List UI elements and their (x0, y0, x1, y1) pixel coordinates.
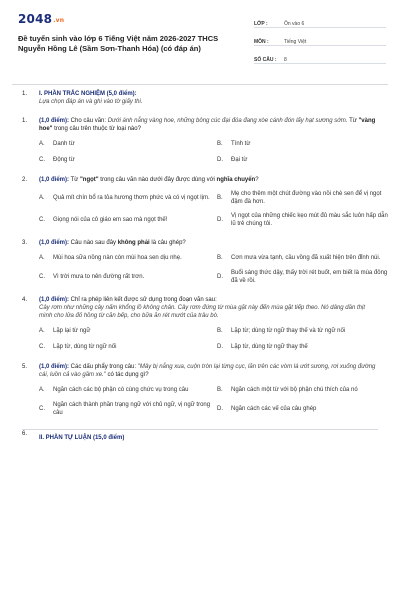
option-text: Lặp lại từ ngữ (53, 328, 91, 334)
meta-label: SỐ CÂU : (254, 57, 277, 63)
question-4 (22, 296, 378, 352)
logo-text: 2048 (18, 12, 53, 26)
question-text-part: là câu ghép? (149, 240, 186, 246)
option-a[interactable] (39, 253, 211, 263)
option-letter: D. (217, 274, 223, 280)
question-number: 4. (22, 297, 28, 303)
meta-row-count (254, 50, 386, 64)
meta-value: Tiếng Việt (284, 39, 307, 45)
section-instruction: Lựa chọn đáp án và ghi vào tờ giấy thi. (39, 99, 143, 105)
option-text: Giọng nói của cô giáo em sao mà ngọt thế! (53, 217, 168, 223)
option-text: Ngăn cách thành phần trạng ngữ với chủ ngữ, vị ngữ trong câu (53, 402, 211, 416)
question-passage: Cây rơm như những cây nấm khổng lồ không chân. Cây rơm đứng từ mùa gặt này đến mùa gặt tiếp theo. Nó dâng dần thịt mình cho lửa đỏ hồng từ căn bếp, cho bữa ăn rét mướt của trâu bò. (39, 305, 365, 319)
question-1 (22, 117, 378, 165)
option-letter: A. (39, 328, 45, 334)
option-d[interactable] (217, 401, 389, 417)
option-text: Lặp từ; dùng từ ngữ thay thế và từ ngữ nối (231, 328, 346, 334)
option-letter: C. (39, 217, 45, 223)
part-2-header (22, 429, 378, 442)
question-number: 1. (22, 118, 28, 124)
option-text: Quả mít chín bổ ra tỏa hương thơm phức và có vị ngọt lịm. (53, 195, 210, 201)
question-points: (1,0 điểm): (39, 177, 70, 183)
option-c[interactable] (39, 269, 211, 285)
option-text: Mẹ cho thêm một chút đường vào nồi chè sen để vị ngọt đậm đà hơn. (231, 191, 382, 205)
option-text: Đại từ (231, 157, 248, 163)
question-points: (1,0 điểm): (39, 297, 70, 303)
option-b[interactable] (217, 326, 389, 336)
part-1-header (22, 90, 378, 106)
option-c[interactable] (39, 212, 211, 228)
question-text (39, 117, 378, 133)
meta-value: 8 (284, 57, 287, 63)
section-title: II. PHẦN TỰ LUẬN (15,0 điểm) (39, 435, 125, 441)
options (39, 253, 388, 285)
question-points: (1,0 điểm): (39, 364, 70, 370)
options (39, 190, 388, 228)
option-text: Lặp từ, dùng từ ngữ thay thế (231, 344, 308, 350)
option-letter: C. (39, 157, 45, 163)
meta-value: Ôn vào 6 (284, 21, 305, 27)
option-a[interactable] (39, 190, 211, 206)
question-text (39, 176, 378, 184)
question-number: 2. (22, 177, 28, 183)
option-text: Buổi sáng thức dậy, thấy trời rét buốt, em biết là mùa đông đã về rồi. (231, 270, 388, 284)
options (39, 385, 378, 417)
option-letter: B. (217, 387, 223, 393)
site-logo[interactable] (18, 12, 64, 26)
question-keyword: "ngọt" (79, 177, 99, 183)
question-points: (1,0 điểm): (39, 240, 70, 246)
option-d[interactable] (217, 155, 389, 165)
option-a[interactable] (39, 139, 211, 149)
question-text (39, 363, 378, 379)
options (39, 139, 378, 165)
option-letter: B. (217, 195, 223, 201)
option-letter: B. (217, 141, 223, 147)
option-letter: A. (39, 255, 45, 261)
option-text: Mùi hoa sữa nồng nàn còn mùi hoa sen dịu nhẹ. (53, 255, 182, 261)
option-c[interactable] (39, 155, 211, 165)
option-b[interactable] (217, 385, 389, 395)
header (0, 0, 400, 86)
question-text-part: có tác dụng gì? (105, 372, 149, 378)
meta-row-class (254, 14, 386, 28)
question-quote: "Mây bị nắng xua, cuộn tròn lại từng cục, lăn trên các vòm lá ướt sương, rơi xuống đường cái, luồn cả vào gầm xe." (39, 364, 376, 378)
option-c[interactable] (39, 401, 211, 417)
question-text-part: Cho câu văn: (69, 118, 108, 124)
question-text-part: Từ (347, 118, 359, 124)
option-letter: B. (217, 255, 223, 261)
option-letter: A. (39, 195, 45, 201)
option-text: Cơn mưa vừa tạnh, cầu vồng đã xuất hiện trên đỉnh núi. (231, 255, 381, 261)
option-letter: B. (217, 328, 223, 334)
option-letter: D. (217, 406, 223, 412)
option-d[interactable] (217, 269, 389, 285)
option-b[interactable] (217, 139, 389, 149)
question-number: 5. (22, 364, 28, 370)
question-text-part: trong câu trên thuộc từ loại nào? (52, 126, 141, 132)
meta-row-subject (254, 32, 386, 46)
option-text: Tính từ (231, 141, 251, 147)
option-letter: A. (39, 141, 45, 147)
option-text: Động từ (53, 157, 75, 163)
question-number: 3. (22, 240, 28, 246)
question-text-part: Câu nào sau đây (69, 240, 118, 246)
option-b[interactable] (217, 253, 389, 263)
question-text (39, 239, 378, 247)
question-text-part: ? (255, 177, 259, 183)
section-title: I. PHẦN TRẮC NGHIỆM (5,0 điểm): (39, 91, 137, 97)
option-b[interactable] (217, 190, 389, 206)
question-keyword: nghĩa chuyển (216, 177, 256, 183)
option-letter: A. (39, 387, 45, 393)
question-keyword: "vàng hoe" (39, 118, 376, 132)
section-number: 1. (22, 91, 28, 97)
question-text-part: Chỉ ra phép liên kết được sử dụng trong đoạn văn sau: (69, 297, 217, 303)
header-divider (12, 84, 388, 85)
option-letter: C. (39, 344, 45, 350)
option-letter: C. (39, 406, 45, 412)
option-d[interactable] (217, 342, 389, 352)
option-letter: C. (39, 274, 45, 280)
option-text: Ngăn cách các bộ phận có cùng chức vụ trong câu (53, 387, 189, 393)
question-keyword: không phải (117, 240, 150, 246)
question-points: (1,0 điểm): (39, 118, 70, 124)
question-text-part: Các dấu phẩy trong câu: (69, 364, 138, 370)
section-number: 6. (22, 431, 28, 437)
option-text: Ngăn cách các vế của câu ghép (231, 406, 317, 412)
question-quote: Dưới ánh nắng vàng hoe, những bông cúc đại đóa đang xòe cánh đón lấy hạt sương sớm. (107, 118, 348, 124)
option-c[interactable] (39, 342, 211, 352)
question-5 (22, 363, 378, 417)
question-3 (22, 239, 388, 285)
question-text-part: trong câu văn nào dưới đây được dùng với (98, 177, 217, 183)
meta-label: LỚP : (254, 21, 268, 27)
option-a[interactable] (39, 326, 211, 336)
option-letter: D. (217, 157, 223, 163)
logo-suffix: .vn (53, 17, 65, 24)
question-text-part: Từ (69, 177, 80, 183)
option-letter: D. (217, 344, 223, 350)
question-text (39, 296, 378, 320)
exam-content (22, 88, 388, 442)
option-a[interactable] (39, 385, 211, 395)
option-text: Ngăn cách một từ với bộ phận chú thích của nó (231, 387, 358, 393)
option-letter: D. (217, 217, 223, 223)
option-d[interactable] (217, 212, 389, 228)
option-text: Danh từ (53, 141, 75, 147)
exam-title: Đề tuyển sinh vào lớp 6 Tiếng Việt năm 2026-2027 THCS Nguyễn Hồng Lê (Sầm Sơn-Thanh Hóa) (có đáp án) (18, 34, 219, 53)
question-2 (22, 176, 388, 228)
option-text: Vị ngọt của những chiếc kẹo mút đủ màu sắc luôn hấp dẫn lũ trẻ chúng tôi. (231, 213, 388, 227)
option-text: Lặp từ, dùng từ ngữ nối (53, 344, 117, 350)
options (39, 326, 378, 352)
meta-label: MÔN : (254, 39, 269, 45)
option-text: Vì trời mưa to nên đường rất trơn. (53, 274, 145, 280)
meta-panel (254, 14, 386, 68)
